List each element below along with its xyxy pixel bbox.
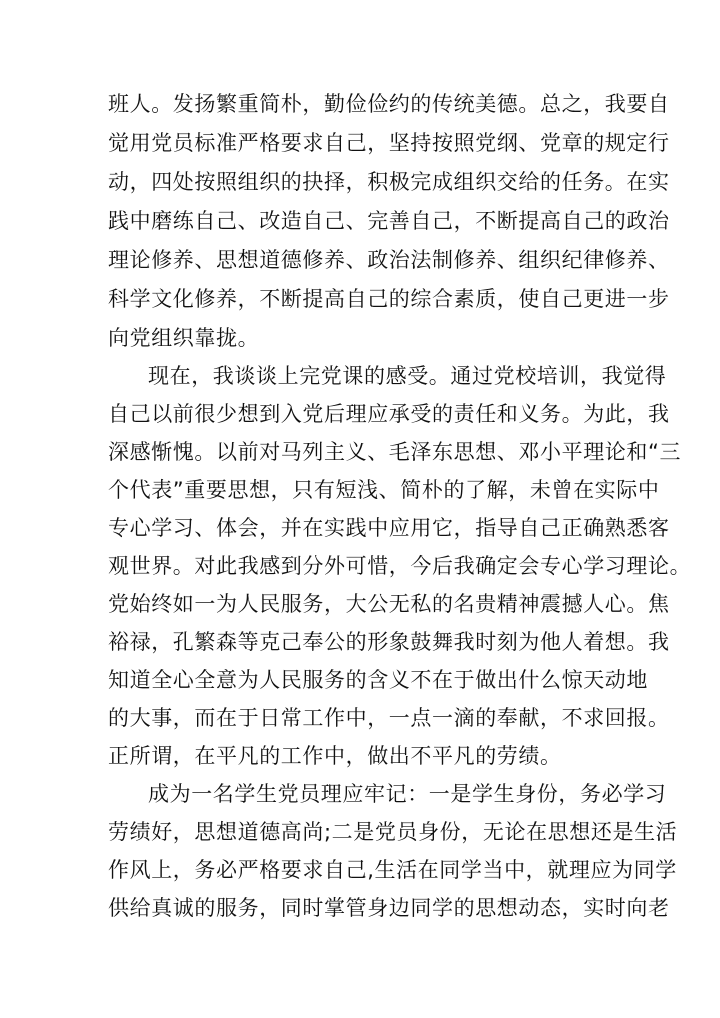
paragraph-1-line-7: 向党组织靠拢。 (108, 326, 260, 350)
paragraph-1-line-1: 班人。发扬繁重简朴，勤俭俭约的传统美德。总之，我要自 (108, 92, 670, 116)
paragraph-2-line-4: 个代表”重要思想，只有短浅、简朴的了解，未曾在实际中 (108, 478, 660, 502)
paragraph-3-line-4: 供给真诚的服务，同时掌管身边同学的思想动态，实时向老 (108, 896, 670, 920)
paragraph-3-line-3: 作风上，务必严格要求自己,生活在同学当中，就理应为同学 (108, 858, 677, 882)
paragraph-2-line-10: 的大事，而在于日常工作中，一点一滴的奉献，不求回报。 (108, 706, 670, 730)
paragraph-2-line-1: 现在，我谈谈上完党课的感受。通过党校培训，我觉得 (148, 364, 667, 388)
paragraph-3-line-2: 劳绩好，思想道德高尚;二是党员身份，无论在思想还是生活 (108, 820, 678, 844)
paragraph-1-line-4: 践中磨练自己、改造自己、完善自己，不断提高自己的政治 (108, 209, 670, 233)
paragraph-1-line-6: 科学文化修养，不断提高自己的综合素质，使自己更进一步 (108, 287, 670, 311)
paragraph-2-line-2: 自己以前很少想到入党后理应承受的责任和义务。为此，我 (108, 402, 670, 426)
paragraph-2-line-11: 正所谓，在平凡的工作中，做出不平凡的劳绩。 (108, 744, 562, 768)
paragraph-2-line-7: 党始终如一为人民服务，大公无私的名贵精神震撼人心。焦 (108, 592, 670, 616)
paragraph-2-line-8: 裕禄，孔繁森等克己奉公的形象鼓舞我时刻为他人着想。我 (108, 630, 670, 654)
paragraph-2-line-6: 观世界。对此我感到分外可惜，今后我确定会专心学习理论。 (108, 554, 692, 578)
paragraph-2-line-9: 知道全心全意为人民服务的含义不在于做出什么惊天动地 (108, 668, 648, 692)
paragraph-2-line-5: 专心学习、体会，并在实践中应用它，指导自己正确熟悉客 (108, 516, 670, 540)
paragraph-2-line-3: 深感惭愧。以前对马列主义、毛泽东思想、邓小平理论和“三 (108, 440, 682, 464)
paragraph-3-line-1: 成为一名学生党员理应牢记：一是学生身份，务必学习 (148, 782, 667, 806)
paragraph-1-line-5: 理论修养、思想道德修养、政治法制修养、组织纪律修养、 (108, 248, 670, 272)
paragraph-1-line-2: 觉用党员标准严格要求自己，坚持按照党纲、党章的规定行 (108, 131, 670, 155)
paragraph-1-line-3: 动，四处按照组织的抉择，积极完成组织交给的任务。在实 (108, 170, 670, 194)
